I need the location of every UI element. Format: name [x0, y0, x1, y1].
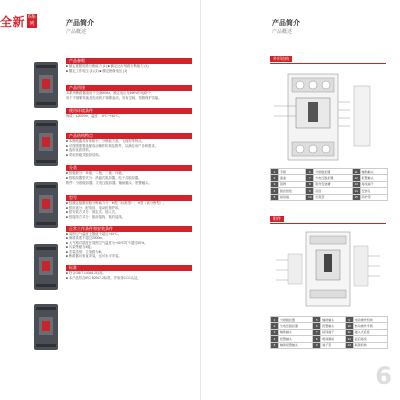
left-page-subtitle: 产品概述 [66, 29, 87, 35]
section-line: ■ 按极数分：单极、二极、三极、四极。 [66, 171, 125, 176]
breaker-image-4 [34, 244, 58, 290]
section-line: ■ 采用热磁式脱扣结构。 [66, 152, 102, 157]
section-line: ■ 按用途分：配电用、电动机保护用。 [66, 205, 122, 210]
right-page-subtitle: 产品概述 [272, 29, 293, 35]
table-row: 2 面盖 7 欠电压脱扣器 12 报警触头 [271, 175, 388, 181]
table-row: 5 辅助报警触头 9 端子罩 13 联锁机构 [271, 342, 388, 348]
section-line: ■ 安装类别：主电路为Ⅲ。 [66, 249, 105, 254]
breaker-image-1 [34, 62, 58, 108]
section-title: 标准 [66, 265, 192, 271]
section-line: ■ 额定极限短路分断能力 (1) ■ 额定运行短路分断能力 (1) [66, 64, 149, 68]
brand-logo [0, 10, 37, 32]
section-line: ■ 海拔高度不超过2000m。 [66, 236, 106, 241]
table-row: 1 分励脱扣器 5 辅助触头 9 电动操作机构 [271, 317, 388, 323]
section-line: ■ 周围空气温度上限值不超过+40℃。 [66, 231, 122, 236]
breaker-image-5 [34, 304, 58, 350]
tab2-underline [270, 223, 386, 224]
section-title: 正常工作条件和安装条件 [66, 226, 192, 232]
section-usage [66, 85, 192, 100]
table-row: 4 报警触头 8 相间隔板 12 板后接线 [271, 336, 388, 342]
section-conditions [66, 226, 192, 260]
section-line: 海拔：≤2000m，温度：-5℃~+40℃。 [66, 114, 123, 119]
section-title: 产品用途 [66, 85, 192, 91]
section-structure [66, 133, 192, 157]
section-line: ■ 按接线方式分：板前接线、板后接线。 [66, 214, 125, 219]
section-line: ■ 符合GB/T 14048.2标准。 [66, 271, 106, 276]
table-row: 4 脱扣按钮 9 底座 14 安装孔 [271, 188, 388, 194]
table-row: 5 接线端 10 灭弧罩 15 防护罩 [271, 194, 388, 200]
page-number: 6 [375, 362, 392, 390]
section-title: 型号 [66, 195, 192, 201]
section-standard [66, 265, 192, 280]
right-page-title: 产品简介 [272, 20, 300, 27]
breaker-exploded-diagram [270, 66, 386, 166]
section-line: ■ 本断路器具有体积小、分断能力高、飞弧短等特点。 [66, 138, 145, 143]
table-row: 3 辅助触头 7 接线端子 11 插入式底座 [271, 329, 388, 335]
section-title: 分类 [66, 165, 192, 171]
section-title: 产品参数 [66, 58, 192, 64]
section-line: ■ 可按照需要选配电动操作机构及附件，以满足用户各种需求。 [66, 143, 158, 148]
section-line: ■ 大气相对湿度在周围空气温度为+40℃时不超过50%。 [66, 240, 148, 245]
section-line: 用于不频繁转换及电动机不频繁起动，具有过载、短路保护功能。 [66, 95, 162, 100]
section-line: ■ 按安装方式分：固定式、插入式。 [66, 210, 119, 215]
section-line: ■ 选用优质材料。 [66, 148, 92, 153]
breaker-image-2 [34, 120, 58, 166]
parts-table-1 [270, 168, 388, 201]
parts-table-2 [270, 316, 388, 349]
section-title: 使用环境条件 [66, 108, 192, 114]
table-row: 2 欠电压脱扣器 6 报警触头 10 转动操作手柄 [271, 323, 388, 329]
table-row: 1 手柄 6 分励脱扣器 11 辅助触头 [271, 169, 388, 175]
section-line: 本系列断路器适用于交流50Hz，额定电压至690V的电路中， [66, 91, 154, 96]
tab-underline [270, 63, 386, 64]
section-line: ■ 污染等级为3级。 [66, 245, 94, 250]
section-environment [66, 108, 192, 119]
table-row: 3 铭牌 8 附件安装槽 13 接线端子 [271, 181, 388, 187]
left-page-title: 产品简介 [66, 20, 94, 27]
brand-text: 全新 [0, 14, 26, 29]
section-line: ■ 额定工作电压 (1) (1) ■ 额定绝缘电压 (1) [66, 68, 128, 73]
brand-box: 6系列 [28, 14, 36, 27]
tab-structure: 外形结构 [270, 56, 292, 62]
section-params [66, 58, 192, 73]
section-line: ■ 断路器可垂直安装，也可水平安装。 [66, 254, 122, 259]
section-classification [66, 165, 192, 185]
tab-accessories: 附件 [270, 216, 284, 222]
breaker-image-3 [34, 182, 58, 228]
section-line: ■ 按脱扣器型式分：热磁式脱扣器、电子式脱扣器。 [66, 175, 142, 180]
section-line: ■ 按额定极限短路分断能力分：M型（标准型）、H型（高分断型）。 [66, 201, 167, 206]
section-model [66, 195, 192, 219]
left-text-column [66, 58, 192, 280]
section-title: 产品结构特点 [66, 133, 192, 139]
section-line: 附件：分励脱扣器、欠电压脱扣器、辅助触头、报警触头。 [66, 180, 152, 185]
accessories-diagram [270, 226, 386, 312]
section-line: ■ 本产品符合IEC 60947-2标准，并取得CCC认证。 [66, 275, 141, 280]
page-divider [200, 0, 201, 400]
